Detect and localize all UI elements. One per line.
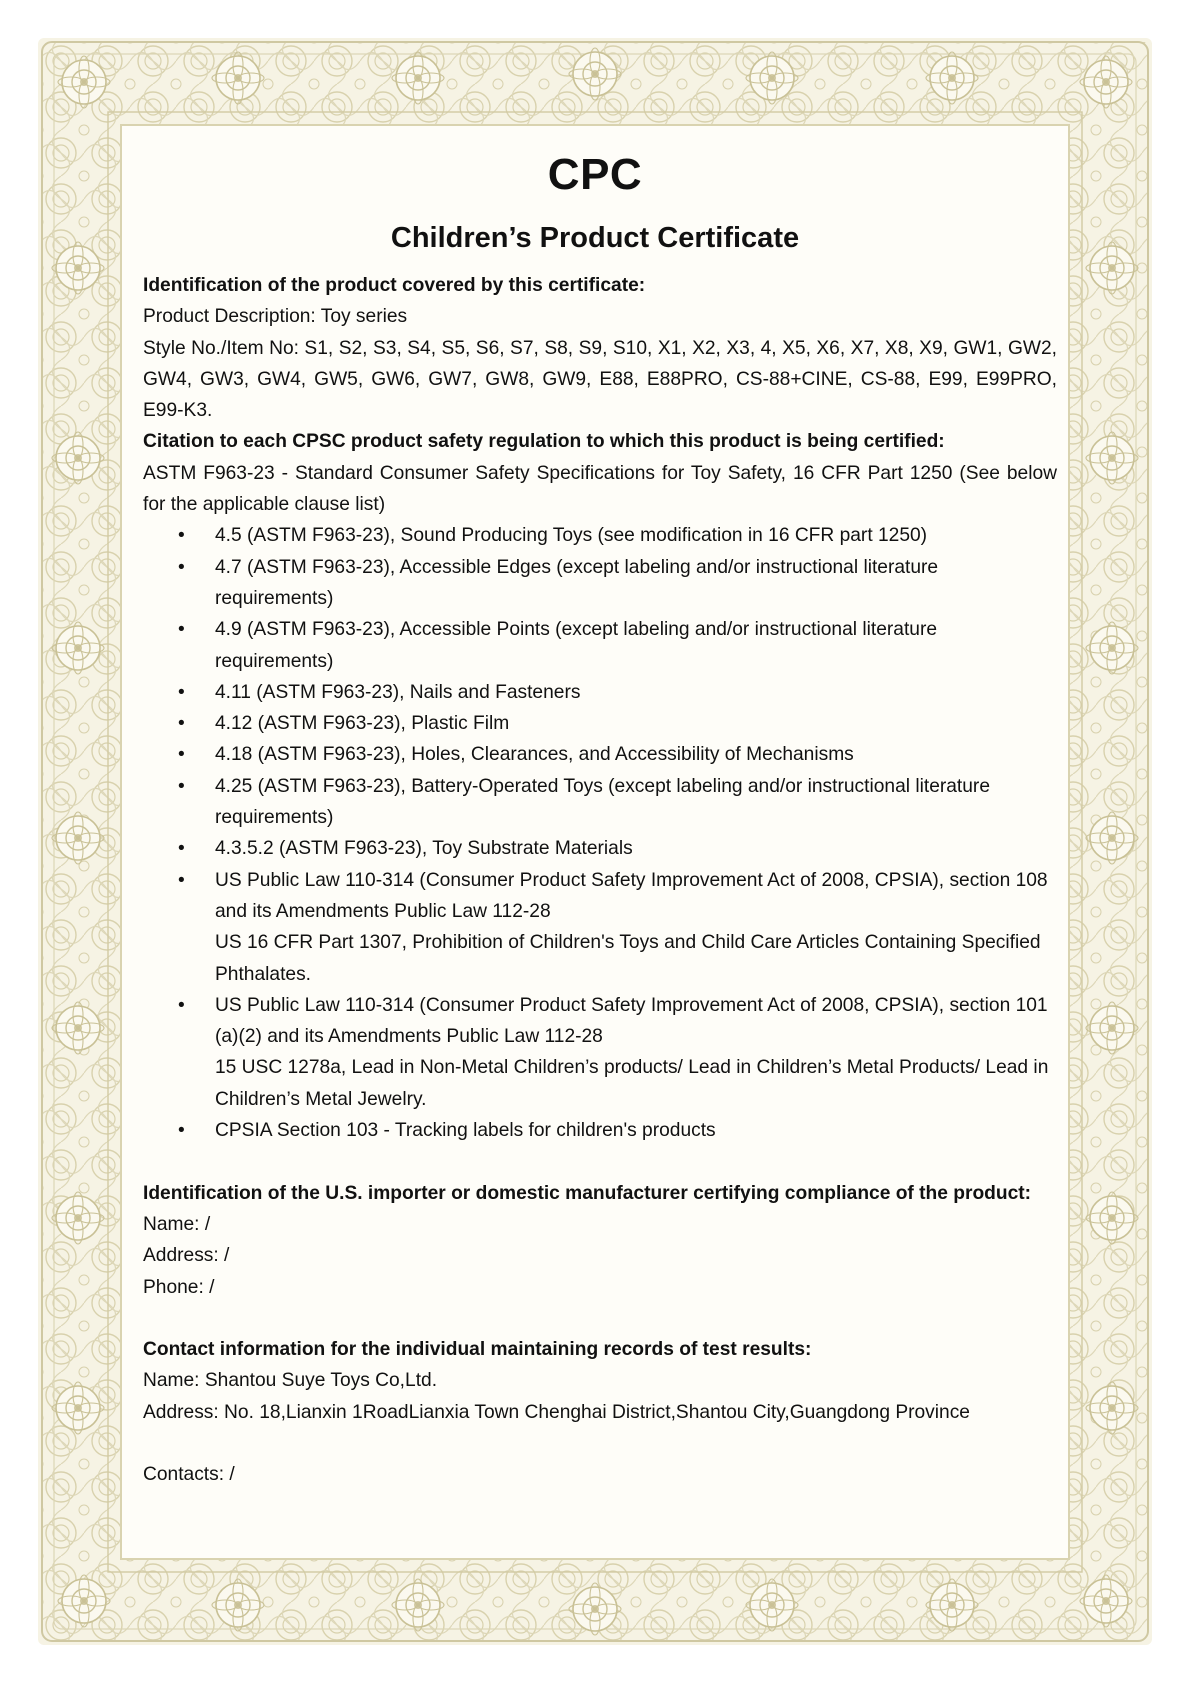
list-item — [143, 708, 1057, 739]
bullet-icon: • — [178, 775, 185, 797]
bullet-icon: • — [178, 619, 185, 641]
clause-text: US Public Law 110-314 (Consumer Product Safety Improvement Act of 2008, CPSIA), section 101 (a)(2) and its Amendments Public Law 112-28 — [215, 994, 1048, 1048]
list-item — [143, 1115, 1057, 1146]
clause-text: US Public Law 110-314 (Consumer Product Safety Improvement Act of 2008, CPSIA), section 108 and its Amendments Public Law 112-28 — [215, 869, 1048, 922]
bullet-icon: • — [178, 1120, 185, 1142]
bullet-icon: • — [178, 869, 185, 891]
clause-text: 4.7 (ASTM F963-23), Accessible Edges (except labeling and/or instructional literature requirements) — [215, 556, 939, 609]
records-contacts: Contacts: / — [143, 1464, 235, 1486]
list-item — [143, 614, 1057, 677]
list-item — [143, 520, 1057, 551]
list-item — [143, 552, 1057, 615]
clause-text: 4.25 (ASTM F963-23), Battery-Operated Toys (except labeling and/or instructional literature requirements) — [215, 775, 990, 829]
list-item — [143, 865, 1057, 990]
clause-text: 4.12 (ASTM F963-23), Plastic Film — [215, 713, 510, 735]
bullet-icon: • — [178, 713, 185, 735]
product-heading: Identification of the product covered by this certificate: — [143, 275, 646, 296]
clause-subtext: 15 USC 1278a, Lead in Non-Metal Children’s products/ Lead in Children’s Metal Products/ Lead in Children’s Metal Jewelry. — [215, 1057, 1049, 1110]
clause-text: 4.18 (ASTM F963-23), Holes, Clearances, and Accessibility of Mechanisms — [215, 744, 854, 766]
list-item — [143, 677, 1057, 708]
product-description: Product Description: Toy series — [143, 306, 408, 328]
spacer — [143, 1428, 1057, 1459]
clause-text: 4.5 (ASTM F963-23), Sound Producing Toys (see modification in 16 CFR part 1250) — [215, 525, 928, 547]
records-address: Address: No. 18,Lianxin 1RoadLianxia Town Chenghai District,Shantou City,Guangdong Province — [143, 1401, 970, 1423]
clause-text: 4.9 (ASTM F963-23), Accessible Points (except labeling and/or instructional literature requirements) — [215, 619, 938, 672]
citation-standard: ASTM F963-23 - Standard Consumer Safety Specifications for Toy Safety, 16 CFR Part 1250 (See below for the applicable clause list) — [143, 462, 1057, 516]
clause-text: 4.11 (ASTM F963-23), Nails and Fasteners — [215, 681, 581, 703]
spacer — [143, 1303, 1057, 1334]
clause-list — [143, 520, 1057, 1146]
clause-subtext: US 16 CFR Part 1307, Prohibition of Children's Toys and Child Care Articles Containing Specified Phthalates. — [215, 932, 1041, 985]
records-name: Name: Shantou Suye Toys Co,Ltd. — [143, 1370, 438, 1392]
clause-text: 4.3.5.2 (ASTM F963-23), Toy Substrate Materials — [215, 838, 633, 860]
bullet-icon: • — [178, 838, 185, 860]
importer-phone: Phone: / — [143, 1276, 215, 1298]
bullet-icon: • — [178, 744, 185, 766]
importer-name: Name: / — [143, 1213, 211, 1235]
bullet-icon: • — [178, 525, 185, 547]
spacer — [143, 1146, 1057, 1177]
importer-address: Address: / — [143, 1245, 230, 1267]
importer-heading: Identification of the U.S. importer or domestic manufacturer certifying compliance of the product: — [143, 1182, 1032, 1204]
bullet-icon: • — [178, 681, 185, 703]
clause-text: CPSIA Section 103 - Tracking labels for children's products — [215, 1120, 716, 1142]
citation-heading: Citation to each CPSC product safety regulation to which this product is being certified: — [143, 431, 945, 453]
page-subtitle: Children’s Product Certificate — [390, 222, 800, 254]
list-item — [143, 771, 1057, 834]
style-numbers: Style No./Item No: S1, S2, S3, S4, S5, S6, S7, S8, S9, S10, X1, X2, X3, 4, X5, X6, X7, X8, X9, GW1, GW2, GW4, GW3, GW4, GW5, GW6, GW7, GW8, GW9, E88, E88PRO, CS-88+CINE, CS-88, E99, E99PRO, E99-K3. — [143, 337, 1057, 422]
list-item — [143, 833, 1057, 864]
page-title: CPC — [547, 150, 643, 199]
bullet-icon: • — [178, 994, 185, 1016]
list-item — [143, 739, 1057, 770]
records-heading: Contact information for the individual maintaining records of test results: — [143, 1339, 812, 1361]
list-item — [143, 990, 1057, 1115]
bullet-icon: • — [178, 556, 185, 578]
certificate-content — [143, 270, 1057, 1491]
